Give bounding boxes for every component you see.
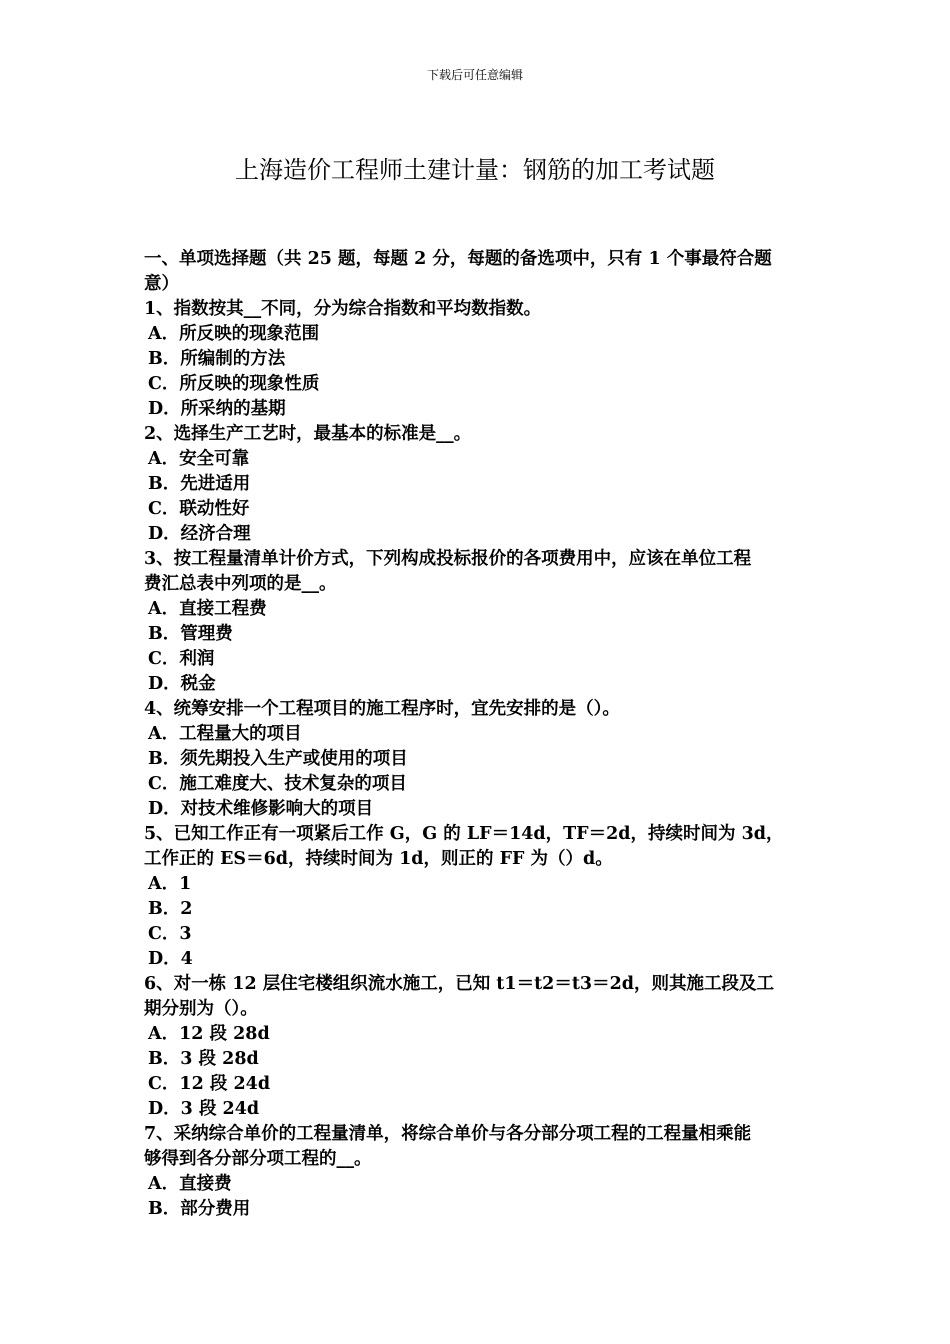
question-text: 2、选择生产工艺时，最基本的标准是__。 [144,424,472,444]
question-7 [144,1122,812,1222]
option-c: C．利润 [148,649,215,669]
question-6 [144,972,812,1122]
option-a: A．安全可靠 [148,449,250,469]
question-text: 1、指数按其__不同，分为综合指数和平均数指数。 [144,299,542,319]
option-d: D．税金 [148,674,216,694]
option-a: A．直接费 [148,1174,232,1194]
option-d: D．4 [148,949,193,969]
question-text-cont: 费汇总表中列项的是__。 [144,574,337,594]
question-2 [144,422,812,547]
question-5 [144,822,812,972]
question-text: 4、统筹安排一个工程项目的施工程序时，宜先安排的是（）。 [144,699,620,719]
question-text: 3、按工程量清单计价方式，下列构成投标报价的各项费用中，应该在单位工程 [144,549,752,569]
question-text: 7、采纳综合单价的工程量清单，将综合单价与各分部分项工程的工程量相乘能 [144,1124,752,1144]
page-header: 下载后可任意编辑 [426,68,523,82]
option-d: D．3 段 24d [148,1099,260,1119]
option-b: B．2 [148,899,193,919]
option-b: B．部分费用 [148,1199,251,1219]
option-a: A．所反映的现象范围 [148,324,320,344]
option-c: C．所反映的现象性质 [148,374,320,394]
option-b: B．所编制的方法 [148,349,286,369]
question-1 [144,297,812,422]
question-3 [144,547,812,697]
section-heading-line-2: 意） [144,274,179,294]
question-text-cont: 够得到各分部分项工程的__。 [144,1149,372,1169]
option-a: A．工程量大的项目 [148,724,302,744]
option-c: C．12 段 24d [148,1074,271,1094]
option-d: D．对技术维修影响大的项目 [148,799,374,819]
document-body [144,247,812,1222]
question-text: 6、对一栋 12 层住宅楼组织流水施工，已知 t1＝t2＝t3＝2d，则其施工段及工 [144,974,774,994]
section-heading-line-1: 一、单项选择题（共 25 题，每题 2 分，每题的备选项中，只有 1 个事最符合题 [144,249,772,269]
option-b: B．先进适用 [148,474,251,494]
option-c: C．3 [148,924,192,944]
question-4 [144,697,812,822]
option-a: A．12 段 28d [148,1024,270,1044]
option-c: C．施工难度大、技术复杂的项目 [148,774,407,794]
option-d: D．经济合理 [148,524,251,544]
option-d: D．所采纳的基期 [148,399,286,419]
option-b: B．管理费 [148,624,233,644]
question-text: 5、已知工作正有一项紧后工作 G，G 的 LF＝14d，TF＝2d，持续时间为 3d， [144,824,784,844]
option-b: B．3 段 28d [148,1049,259,1069]
option-b: B．须先期投入生产或使用的项目 [148,749,408,769]
question-text-cont: 期分别为（）。 [144,999,258,1019]
document-title: 上海造价工程师土建计量：钢筋的加工考试题 [235,156,715,184]
option-a: A．直接工程费 [148,599,267,619]
option-a: A．1 [148,874,192,894]
option-c: C．联动性好 [148,499,250,519]
question-text-cont: 工作正的 ES＝6d，持续时间为 1d，则正的 FF 为（）d。 [144,849,613,869]
